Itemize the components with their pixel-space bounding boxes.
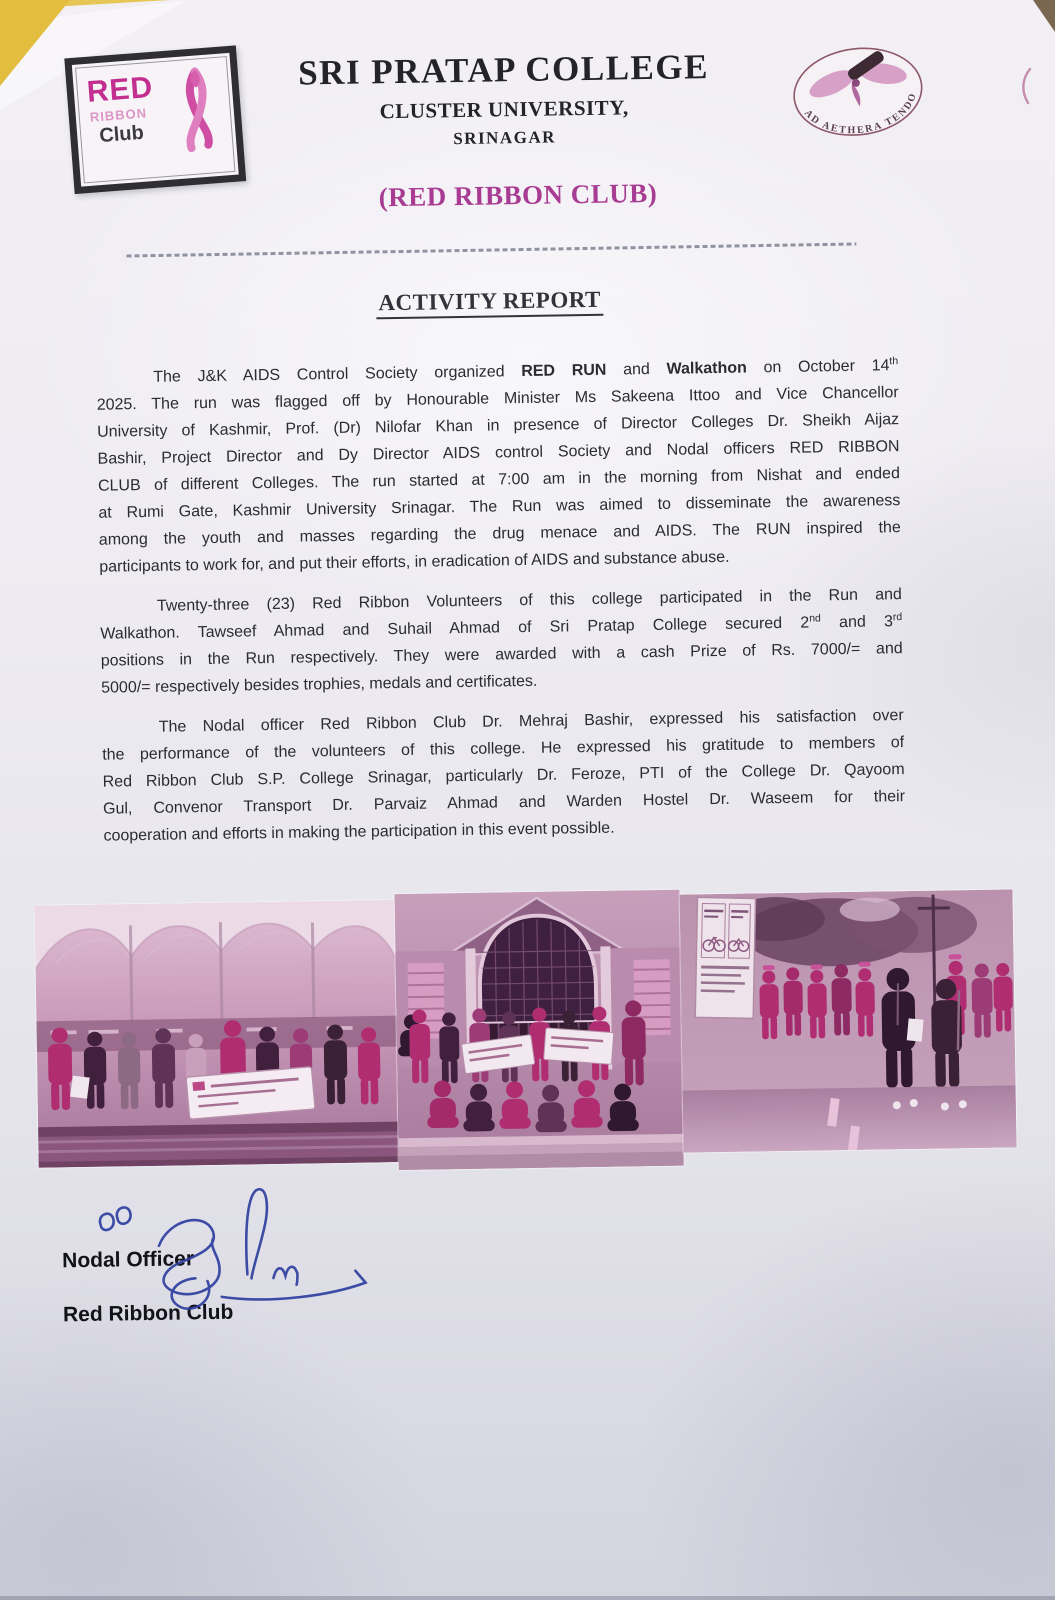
dashed-divider [126, 242, 856, 257]
text-line: The J&K AIDS Control Society organized RED RUN and Walkathon on October 14th [153, 355, 899, 386]
report-body [96, 352, 906, 863]
report-title-row [0, 280, 1047, 326]
signatory-designation: Nodal Officer [62, 1247, 195, 1273]
text-line: at Rumi Gate, Kashmir University Srinagar. The Run was aimed to disseminate the awareness [98, 492, 901, 522]
text-line: Gul, Convenor Transport Dr. Parvaiz Ahmad and Warden Hostel Dr. Waseem for their [102, 788, 906, 818]
emblem-motto: AD AETHERA TENDO [802, 90, 920, 137]
club-subtitle: (RED RIBBON CLUB) [378, 177, 658, 213]
text-line: Red Ribbon Club S.P. College Srinagar, particularly Dr. Feroze, PTI of the College Dr. Qayoom [102, 761, 905, 791]
photo-crowd-red-run [680, 889, 1017, 1152]
city-name: SRINAGAR [453, 127, 557, 149]
text-line: positions in the Run respectively. They were awarded with a cash Prize of Rs. 7000/= and [100, 640, 903, 670]
photo-stage-prize-ceremony [35, 900, 399, 1168]
text-line: cooperation and efforts in making the participation in this event possible. [103, 819, 615, 845]
text-line: 2025. The run was flagged off by Honourable Minister Ms Sakeena Ittoo and Vice Chancellor [96, 384, 899, 414]
text-line: CLUB of different Colleges. The run started at 7:00 am in the morning from Nishat and ended [97, 465, 901, 495]
letterhead [208, 46, 799, 153]
text-line: Bashir, Project Director and Dy Director AIDS control Society and Nodal officers RED RIBBON [97, 438, 900, 468]
paragraph-2 [100, 581, 904, 702]
report-title: ACTIVITY REPORT [376, 287, 603, 320]
college-emblem [768, 33, 949, 151]
photo-group-college-building [394, 890, 683, 1170]
event-photo-collage [34, 882, 1016, 1175]
logo-word-red: RED [85, 70, 155, 109]
paragraph-3 [102, 702, 906, 850]
logo-word-ribbon: RIBBON [89, 105, 148, 125]
text-line: 5000/= respectively besides trophies, medals and certificates. [101, 672, 538, 697]
logo-word-club: Club [98, 121, 145, 148]
text-line: Twenty-three (23) Red Ribbon Volunteers of this college participated in the Run and [156, 586, 902, 615]
text-line: University of Kashmir, Prof. (Dr) Nilofar Khan in presence of Director Colleges Dr. Sheikh Aijaz [97, 411, 900, 441]
photo-bottom-edge [0, 1596, 1055, 1600]
text-line: the performance of the volunteers of this college. He expressed his gratitude to members of [102, 734, 905, 764]
paragraph-1 [96, 352, 901, 581]
signature-ink [74, 1178, 376, 1313]
text-line: The Nodal officer Red Ribbon Club Dr. Mehraj Bashir, expressed his satisfaction over [158, 707, 904, 736]
university-name: CLUSTER UNIVERSITY, [379, 95, 629, 124]
college-name: SRI PRATAP COLLEGE [297, 47, 710, 93]
text-line: Walkathon. Tawseef Ahmad and Suhail Ahmad of Sri Pratap College secured 2nd and 3rd [100, 611, 903, 643]
text-line: participants to work for, and put their efforts, in eradication of AIDS and substance abuse. [99, 548, 730, 576]
text-line: among the youth and masses regarding the drug menace and AIDS. The RUN inspired the [98, 519, 901, 549]
signatory-organization: Red Ribbon Club [62, 1300, 234, 1327]
